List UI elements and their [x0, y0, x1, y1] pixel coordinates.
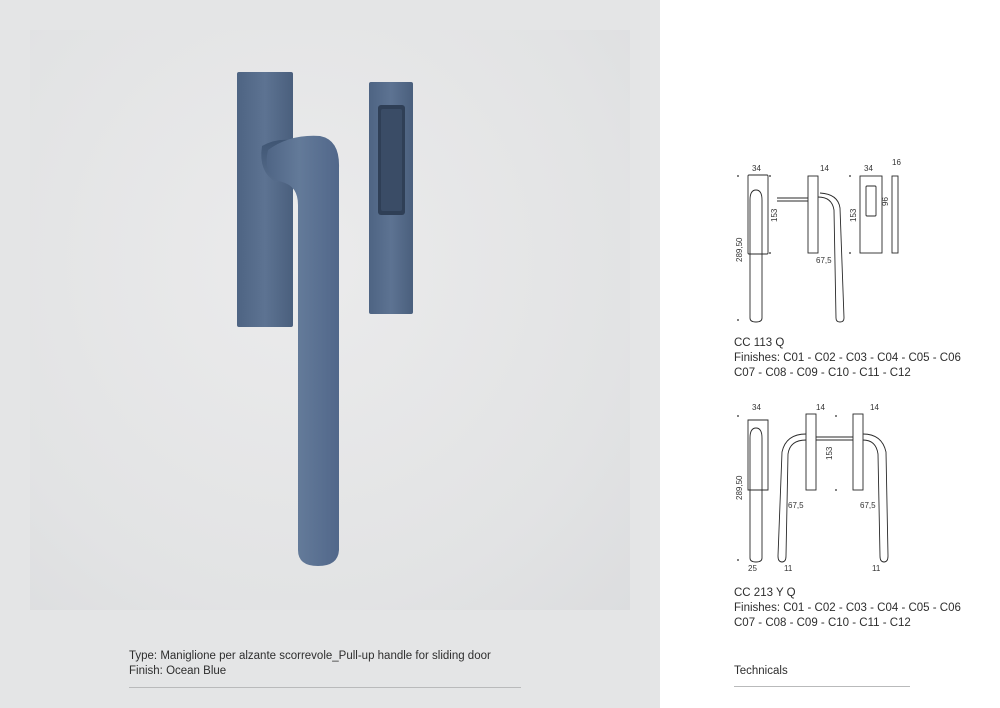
dim2-675b: 67,5: [860, 501, 876, 510]
caption-finish: Finish: Ocean Blue: [129, 665, 227, 677]
dim2-11a: 11: [784, 564, 793, 573]
dim-96: 96: [881, 197, 890, 206]
model-cc213yq-info: [734, 586, 961, 631]
model-finishes-2: C07 - C08 - C09 - C10 - C11 - C12: [734, 617, 911, 629]
dim2-11b: 11: [872, 564, 881, 573]
technicals-label: Technicals: [734, 665, 788, 677]
model-finishes-2: C07 - C08 - C09 - C10 - C11 - C12: [734, 367, 911, 379]
dim2-34: 34: [752, 403, 761, 412]
dim2-153: 153: [825, 446, 834, 460]
dim-14: 14: [820, 164, 829, 173]
dim2-289: 289,50: [735, 475, 744, 500]
dim-34: 34: [752, 164, 761, 173]
product-caption: [129, 649, 491, 679]
dim2-14b: 14: [870, 403, 879, 412]
model-code: CC 113 Q: [734, 337, 785, 349]
dim-16: 16: [892, 158, 901, 167]
dim-153: 153: [770, 208, 779, 222]
model-cc113q-info: [734, 336, 961, 381]
dim-289: 289,50: [735, 237, 744, 262]
dim-153b: 153: [849, 208, 858, 222]
dim2-14a: 14: [816, 403, 825, 412]
drawing-cc113q: [737, 175, 898, 322]
technicals-divider: [734, 686, 910, 687]
dim-675: 67,5: [816, 256, 832, 265]
model-finishes-1: Finishes: C01 - C02 - C03 - C04 - C05 - C06: [734, 352, 961, 364]
technicals-panel: [660, 0, 1000, 708]
handle-backplate: [237, 72, 293, 327]
caption-type: Type: Maniglione per alzante scorrevole_Pull-up handle for sliding door: [129, 650, 491, 662]
model-code: CC 213 Y Q: [734, 587, 796, 599]
drawing-cc213yq: [737, 414, 888, 562]
dim2-25: 25: [748, 564, 757, 573]
dim2-675a: 67,5: [788, 501, 804, 510]
dim-34b: 34: [864, 164, 873, 173]
model-finishes-1: Finishes: C01 - C02 - C03 - C04 - C05 - C06: [734, 602, 961, 614]
caption-divider: [129, 687, 521, 688]
